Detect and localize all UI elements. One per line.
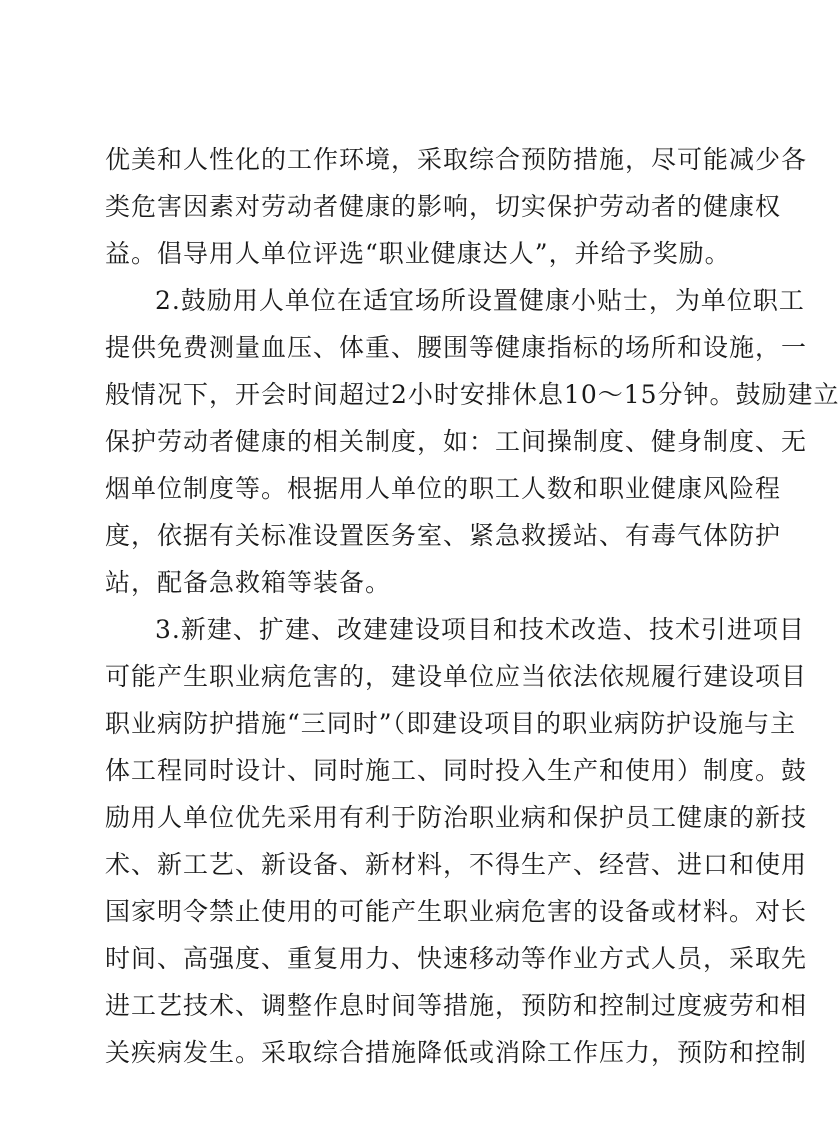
text-line: 励用人单位优先采用有利于防治职业病和保护员工健康的新技 <box>105 803 808 832</box>
text-line: 术、新工艺、新设备、新材料，不得生产、经营、进口和使用 <box>105 850 808 879</box>
text-line: 关疾病发生。采取综合措施降低或消除工作压力，预防和控制 <box>105 1038 808 1067</box>
text-line: 类危害因素对劳动者健康的影响，切实保护劳动者的健康权 <box>105 192 782 221</box>
text-line: 体工程同时设计、同时施工、同时投入生产和使用）制度。鼓 <box>105 756 808 785</box>
text-line: 般情况下，开会时间超过2小时安排休息10～15分钟。鼓励建立 <box>105 380 840 409</box>
text-line: 烟单位制度等。根据用人单位的职工人数和职业健康风险程 <box>105 474 782 503</box>
text-line: 职业病防护措施“三同时”（即建设项目的职业病防护设施与主 <box>105 709 797 738</box>
text-line: 优美和人性化的工作环境，采取综合预防措施，尽可能减少各 <box>105 145 808 174</box>
text-line: 时间、高强度、重复用力、快速移动等作业方式人员，采取先 <box>105 944 808 973</box>
text-line: 可能产生职业病危害的，建设单位应当依法依规履行建设项目 <box>105 662 808 691</box>
text-line: 保护劳动者健康的相关制度，如：工间操制度、健身制度、无 <box>105 427 808 456</box>
text-line: 国家明令禁止使用的可能产生职业病危害的设备或材料。对长 <box>105 897 808 926</box>
text-line: 度，依据有关标准设置医务室、紧急救援站、有毒气体防护 <box>105 521 782 550</box>
text-line: 提供免费测量血压、体重、腰围等健康指标的场所和设施，一 <box>105 333 808 362</box>
text-line: 2.鼓励用人单位在适宜场所设置健康小贴士，为单位职工 <box>155 286 805 315</box>
text-line: 益。倡导用人单位评选“职业健康达人”，并给予奖励。 <box>105 239 731 268</box>
text-line: 站，配备急救箱等装备。 <box>105 568 392 597</box>
text-line: 3.新建、扩建、改建建设项目和技术改造、技术引进项目 <box>155 615 805 644</box>
text-line: 进工艺技术、调整作息时间等措施，预防和控制过度疲劳和相 <box>105 991 808 1020</box>
